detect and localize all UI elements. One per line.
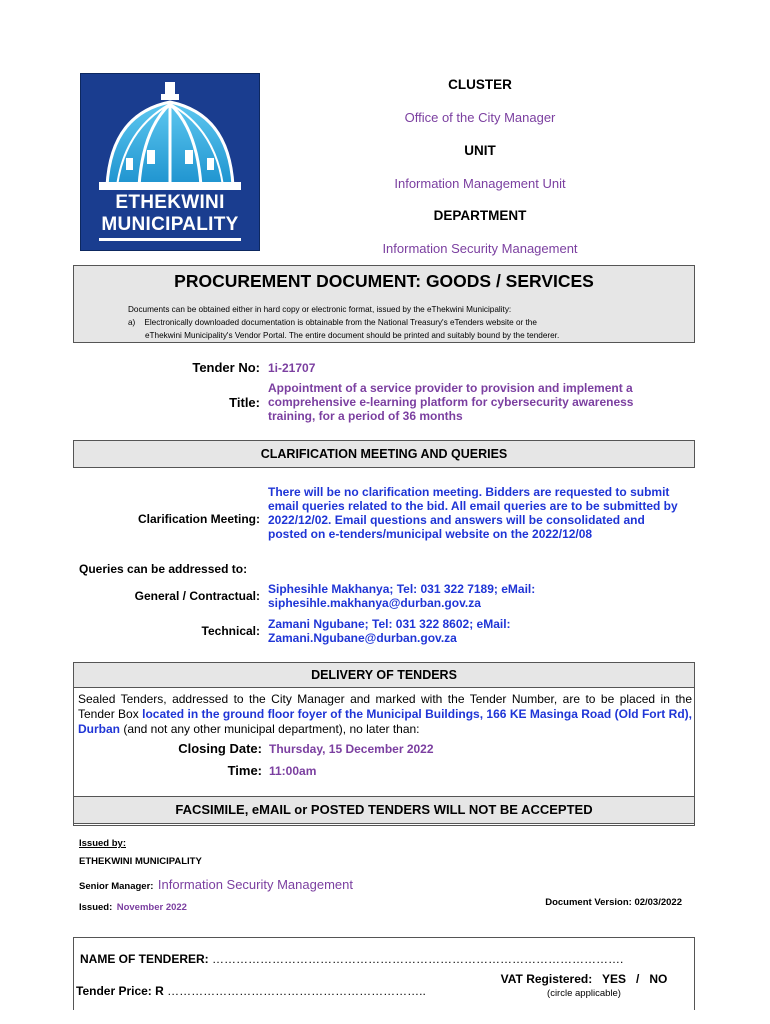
queries-label: Queries can be addressed to: xyxy=(79,562,248,576)
vat-note: (circle applicable) xyxy=(547,988,621,999)
tender-no-label: Tender No: xyxy=(192,360,260,375)
issued-label: Issued: xyxy=(79,902,113,913)
fax-notice: FACSIMILE, eMAIL or POSTED TENDERS WILL NOT BE ACCEPTED xyxy=(73,796,695,824)
tender-price-dots: ……………………………………………………….. xyxy=(167,984,426,998)
issued-by-label: Issued by: xyxy=(79,838,126,849)
technical-contact-value: Zamani Ngubane; Tel: 031 322 8602; eMail: Zamani.Ngubane@durban.gov.za xyxy=(268,617,511,645)
title-value: Appointment of a service provider to provision and implement a comprehensive e-learning platform for cybersecurity awareness training, for a period of 36 months xyxy=(268,381,634,423)
closing-date-label: Closing Date: xyxy=(178,741,262,756)
delivery-section-title: DELIVERY OF TENDERS xyxy=(74,663,694,688)
note-item-marker: a) xyxy=(128,318,136,327)
tenderer-name-label: NAME OF TENDERER: xyxy=(80,952,209,966)
note-line-3: eThekwini Municipality's Vendor Portal. The entire document should be printed and suitably bound by the tenderer. xyxy=(145,331,560,340)
time-value: 11:00am xyxy=(269,764,317,778)
issuer-name: ETHEKWINI MUNICIPALITY xyxy=(79,856,202,867)
technical-contact-label: Technical: xyxy=(201,624,260,638)
tender-price-row xyxy=(76,984,426,998)
time-label: Time: xyxy=(227,763,262,778)
unit-value: Information Management Unit xyxy=(394,176,566,191)
delivery-text-3: (and not any other municipal department), no later than: xyxy=(120,722,420,736)
cluster-value: Office of the City Manager xyxy=(404,110,556,125)
tender-no-value: 1i-21707 xyxy=(268,361,316,375)
logo-line-2: MUNICIPALITY xyxy=(101,214,239,235)
closing-date-value: Thursday, 15 December 2022 xyxy=(269,742,434,756)
department-value: Information Security Management xyxy=(382,241,578,256)
clarification-section-title: CLARIFICATION MEETING AND QUERIES xyxy=(73,440,695,468)
tenderer-name-dots: …………………………………………………………………………………………. xyxy=(212,952,624,966)
senior-manager-label: Senior Manager: xyxy=(79,881,154,892)
delivery-text-1: Sealed Tenders, addressed to the City Manager and marked with the Tender Number, are to be placed in the Tender Box xyxy=(78,692,692,721)
tenderer-box xyxy=(73,937,695,1010)
logo-line-1: ETHEKWINI xyxy=(115,192,225,213)
senior-manager-value: Information Security Management xyxy=(157,877,353,892)
logo-text xyxy=(81,192,259,236)
issued-value: November 2022 xyxy=(116,902,187,913)
senior-manager-row xyxy=(79,876,353,894)
note-line-2-text: Electronically downloaded documentation is obtainable from the National Treasury's eTenders website or the xyxy=(144,318,537,327)
unit-label: UNIT xyxy=(464,143,496,158)
procurement-box xyxy=(73,265,695,343)
clarification-meeting-label: Clarification Meeting: xyxy=(137,512,260,526)
general-contact-label: General / Contractual: xyxy=(134,589,260,603)
procurement-title: PROCUREMENT DOCUMENT: GOODS / SERVICES xyxy=(174,271,594,291)
tender-price-label: Tender Price: R xyxy=(76,984,164,998)
note-line-2 xyxy=(128,316,648,329)
title-label: Title: xyxy=(229,395,260,410)
procurement-note xyxy=(128,303,648,342)
issued-date-row xyxy=(79,897,187,915)
cluster-label: CLUSTER xyxy=(448,77,512,92)
clarification-meeting-value: There will be no clarification meeting. Bidders are requested to submit email queries related to the bid. All email queries are to be submitted by 2022/12/02. Email questions and answers will be consolidated and posted on e-tenders/municipal website on the 2022/12/08 xyxy=(268,485,678,541)
delivery-instructions xyxy=(78,692,692,737)
delivery-location: located in the ground floor foyer of the Municipal Buildings, 166 KE Masinga Road (Old Fort Rd), Durban xyxy=(78,707,692,736)
tenderer-name-row xyxy=(80,952,690,966)
note-line-1: Documents can be obtained either in hard copy or electronic format, issued by the eThekwini Municipality: xyxy=(128,305,512,314)
document-version: Document Version: 02/03/2022 xyxy=(545,897,682,908)
vat-registered: VAT Registered: YES / NO xyxy=(500,972,668,986)
municipality-logo xyxy=(80,73,260,251)
department-label: DEPARTMENT xyxy=(433,208,527,223)
general-contact-value: Siphesihle Makhanya; Tel: 031 322 7189; eMail: siphesihle.makhanya@durban.gov.za xyxy=(268,582,536,610)
